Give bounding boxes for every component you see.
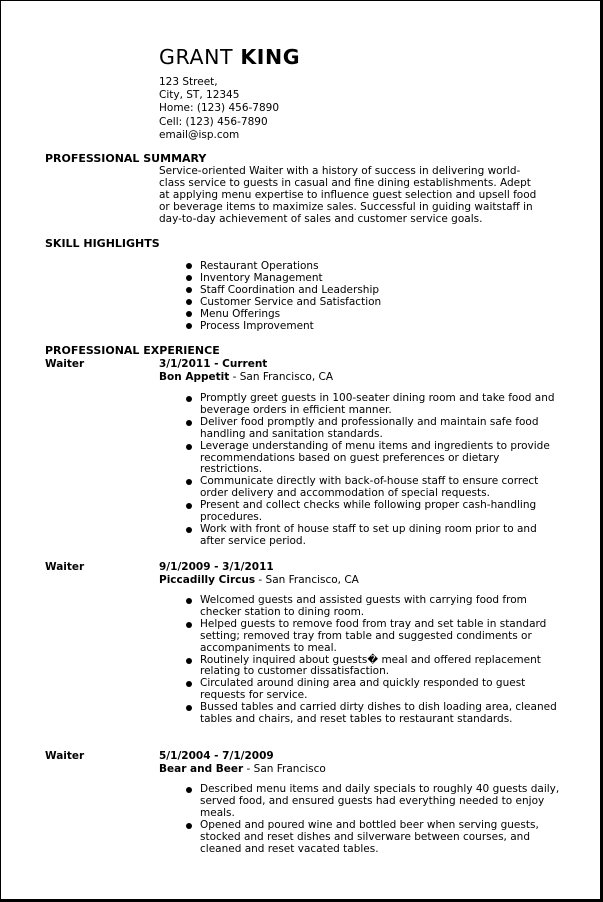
- city-line: City, ST, 12345: [159, 89, 240, 102]
- skill-item: Restaurant Operations: [184, 260, 381, 272]
- job-employer: Bear and Beer - San Francisco: [159, 762, 326, 775]
- skill-item: Inventory Management: [184, 272, 381, 284]
- email: email@isp.com: [159, 128, 240, 141]
- duty-item: Circulated around dining area and quickly responded to guest requests for service.: [184, 678, 564, 702]
- bullet-icon: [186, 287, 192, 293]
- skills-list: [184, 260, 381, 332]
- bullet-icon: [186, 527, 192, 533]
- job-dates: 5/1/2004 - 7/1/2009: [159, 750, 274, 762]
- skills-heading: SKILL HIGHLIGHTS: [45, 237, 160, 250]
- duty-item: Welcomed guests and assisted guests with carrying food from checker station to dining room.: [184, 595, 564, 619]
- bullet-icon: [186, 479, 192, 485]
- bullet-icon: [186, 299, 192, 305]
- job-employer: Piccadilly Circus - San Francisco, CA: [159, 573, 359, 586]
- duty-item: Leverage understanding of menu items and ingredients to provide recommendations based on guest preferences or dietary restrictions.: [184, 441, 564, 477]
- duty-item: Helped guests to remove food from tray and set table in standard setting; removed tray from table and suggested condiments or accompaniments to meal.: [184, 619, 564, 655]
- duty-item: Work with front of house staff to set up dining room prior to and after service period.: [184, 524, 564, 548]
- bullet-icon: [186, 681, 192, 687]
- cell-phone: Cell: (123) 456-7890: [159, 115, 268, 128]
- bullet-icon: [186, 263, 192, 269]
- job-employer: Bon Appetit - San Francisco, CA: [159, 370, 334, 383]
- skill-item: Staff Coordination and Leadership: [184, 284, 381, 296]
- bullet-icon: [186, 658, 192, 664]
- duty-item: Bussed tables and carried dirty dishes to dish loading area, cleaned tables and chairs, and reset tables to restaurant standards.: [184, 702, 564, 726]
- bullet-icon: [186, 622, 192, 628]
- duty-item: Communicate directly with back-of-house staff to ensure correct order delivery and accommodation of special requests.: [184, 476, 564, 500]
- candidate-name: [159, 45, 300, 69]
- duties-list: [184, 393, 564, 548]
- bullet-icon: [186, 420, 192, 426]
- job-dates: 3/1/2011 - Current: [159, 358, 268, 370]
- skill-item: Process Improvement: [184, 320, 381, 332]
- duties-list: [184, 784, 564, 855]
- job-title: Waiter: [45, 750, 85, 762]
- duty-item: Opened and poured wine and bottled beer when serving guests, stocked and reset dishes and silverware between courses, and cleaned and reset vacated tables.: [184, 820, 564, 856]
- bullet-icon: [186, 444, 192, 450]
- duties-list: [184, 595, 564, 726]
- job-dates: 9/1/2009 - 3/1/2011: [159, 561, 274, 573]
- contact-info: [159, 76, 279, 142]
- skill-item: Customer Service and Satisfaction: [184, 296, 381, 308]
- bullet-icon: [186, 823, 192, 829]
- duty-item: Described menu items and daily specials to roughly 40 guests daily, served food, and ensured guests had everything needed to enjoy meals.: [184, 784, 564, 820]
- home-phone: Home: (123) 456-7890: [159, 102, 280, 115]
- duty-item: Deliver food promptly and professionally and maintain safe food handling and sanitation standards.: [184, 417, 564, 441]
- duty-item: Present and collect checks while following proper cash-handling procedures.: [184, 500, 564, 524]
- job-header: [159, 561, 359, 586]
- job-header: [159, 358, 333, 383]
- experience-heading: PROFESSIONAL EXPERIENCE: [45, 344, 220, 357]
- job-title: Waiter: [45, 358, 85, 370]
- summary-text: Service-oriented Waiter with a history of success in delivering world-class service to guests in casual and fine dining establishments. Adept at applying menu expertise to influence guest selection and upsell food or beverage items to maximize sales. Successful in guiding waitstaff in day-to-day achievement of sales and customer service goals.: [159, 165, 537, 225]
- duty-item: Routinely inquired about guests� meal and offered replacement relating to customer dissatisfaction.: [184, 655, 564, 679]
- bullet-icon: [186, 311, 192, 317]
- skill-item: Menu Offerings: [184, 308, 381, 320]
- last-name: KING: [240, 45, 301, 69]
- bullet-icon: [186, 503, 192, 509]
- duty-item: Promptly greet guests in 100-seater dining room and take food and beverage orders in efficient manner.: [184, 393, 564, 417]
- summary-heading: PROFESSIONAL SUMMARY: [45, 152, 207, 165]
- bullet-icon: [186, 787, 192, 793]
- job-title: Waiter: [45, 561, 85, 573]
- address-line: 123 Street,: [159, 76, 218, 88]
- job-header: [159, 750, 326, 775]
- bullet-icon: [186, 275, 192, 281]
- bullet-icon: [186, 396, 192, 402]
- bullet-icon: [186, 598, 192, 604]
- first-name: GRANT: [159, 45, 234, 69]
- bullet-icon: [186, 323, 192, 329]
- bullet-icon: [186, 705, 192, 711]
